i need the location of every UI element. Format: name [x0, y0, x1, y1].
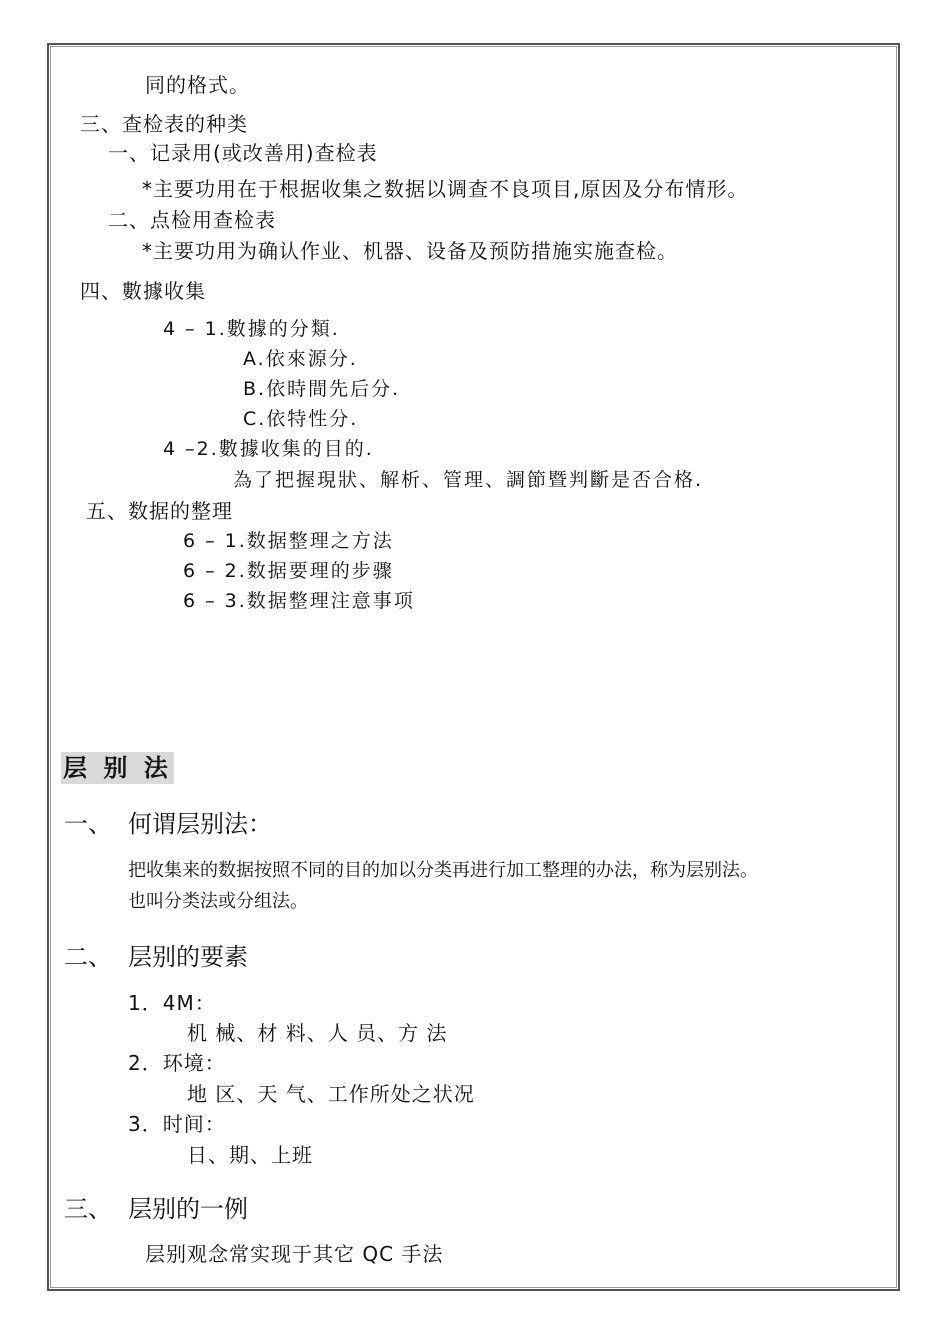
text-line: 4 –2.數據收集的目的.: [163, 438, 374, 460]
paragraph-line: 把收集来的数据按照不同的目的加以分类再进行加工整理的办法，称为层别法。: [128, 860, 758, 881]
heading-data-collection: 四、數據收集: [80, 279, 206, 303]
heading-what-is-stratification: 何谓层别法：: [128, 810, 272, 838]
section-title-text: 层 别 法: [63, 754, 172, 782]
text-line: 4 – 1.數據的分類.: [163, 318, 340, 340]
text-line: *主要功用在于根据收集之数据以调查不良项目,原因及分布情形。: [142, 177, 749, 201]
heading-data-arrangement: 五、数据的整理: [86, 499, 233, 523]
section-title: [61, 756, 174, 780]
paragraph-line: 层别观念常实现于其它 QC 手法: [145, 1242, 444, 1266]
section-number: 三、: [64, 1195, 112, 1223]
subheading-record-check-sheet: 一、记录用(或改善用)查检表: [108, 141, 378, 165]
text-line: *主要功用为确认作业、机器、设备及预防措施实施查检。: [142, 239, 678, 263]
list-item-text: 日、期、上班: [187, 1143, 313, 1167]
section-number: 一、: [64, 810, 112, 838]
list-item-text: 机 械、材 料、人 员、方 法: [187, 1021, 448, 1045]
section-number: 二、: [64, 943, 112, 971]
list-item-label: 3．时间：: [128, 1112, 226, 1136]
list-item-label: 1．4M：: [128, 991, 216, 1015]
text-line: A.依來源分.: [243, 348, 358, 370]
text-line: 為了把握現狀、解析、管理、調節暨判斷是否合格.: [233, 469, 704, 491]
text-line: 同的格式。: [145, 73, 250, 97]
text-line: C.依特性分.: [243, 408, 359, 430]
list-item-label: 2．环境：: [128, 1051, 226, 1075]
heading-stratification-example: 层别的一例: [128, 1195, 248, 1223]
subheading-inspection-check-sheet: 二、点检用查检表: [108, 208, 276, 232]
heading-check-sheet-types: 三、查检表的种类: [80, 112, 248, 136]
text-line: 6 – 3.数据整理注意事项: [183, 590, 415, 612]
text-line: 6 – 1.数据整理之方法: [183, 530, 394, 552]
text-line: B.依時間先后分.: [243, 378, 401, 400]
paragraph-line: 也叫分类法或分组法。: [128, 891, 308, 912]
heading-stratification-elements: 层别的要素: [128, 943, 248, 971]
list-item-text: 地 区、天 气、工作所处之状况: [187, 1082, 475, 1106]
text-line: 6 – 2.数据要理的步骤: [183, 560, 394, 582]
